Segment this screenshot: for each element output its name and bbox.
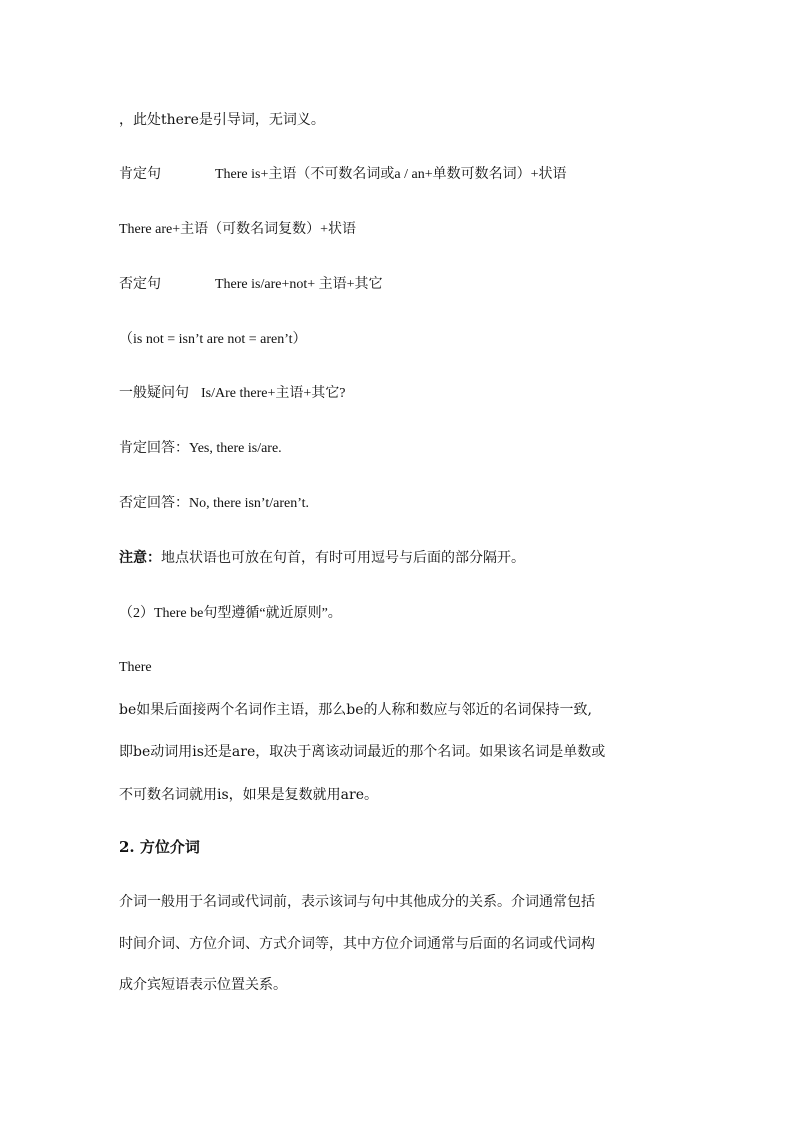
there-word: There [119, 660, 152, 675]
affirmative-label: 肯定句 [119, 166, 161, 182]
paragraph-text-1: 介词一般用于名词或代词前，表示该词与句中其他成分的关系。介词通常包括 [119, 894, 595, 910]
paragraph-text-3: 成介宾短语表示位置关系。 [119, 977, 287, 993]
text-line-negative-answer [119, 493, 309, 514]
text-line-explanation-2 [119, 742, 605, 762]
negative-pattern: There is/are+not+ 主语+其它 [215, 277, 383, 292]
text-line-explanation-1 [119, 700, 592, 720]
question-pattern: Is/Are there+主语+其它? [201, 386, 346, 401]
paragraph-text-2: 时间介词、方位介词、方式介词等，其中方位介词通常与后面的名词或代词构 [119, 936, 595, 952]
contractions-text: （is not = isn’t are not = aren’t） [119, 332, 307, 347]
plural-pattern: There are+主语（可数名词复数）+状语 [119, 222, 357, 237]
explanation-text-1: be如果后面接两个名词作主语，那么be的人称和数应与邻近的名词保持一致, [119, 702, 592, 718]
text-line-question [119, 383, 345, 404]
text-line-rule [119, 603, 342, 624]
note-label: 注意： [119, 550, 161, 566]
explanation-text-3: 不可数名词就用is，如果是复数就用are。 [119, 787, 378, 803]
text-line-affirmative [119, 164, 566, 185]
text-line-positive-answer [119, 438, 282, 459]
text-line-contractions [119, 329, 307, 350]
positive-answer-text: 肯定回答：Yes, there is/are. [119, 441, 282, 456]
intro-text: ，此处there是引导词，无词义。 [119, 112, 325, 128]
text-line-there [119, 657, 152, 678]
text-line-note [119, 548, 525, 568]
paragraph-line-3 [119, 975, 287, 995]
rule-text: （2）There be句型遵循“就近原则”。 [119, 606, 342, 621]
question-label: 一般疑问句 [119, 385, 189, 401]
affirmative-pattern: There is+主语（不可数名词或a / an+单数可数名词）+状语 [215, 167, 567, 182]
negative-label: 否定句 [119, 276, 161, 292]
explanation-text-2: 即be动词用is还是are，取决于离该动词最近的那个名词。如果该名词是单数或 [119, 744, 606, 760]
paragraph-line-1 [119, 892, 595, 912]
paragraph-line-2 [119, 934, 595, 954]
note-text: 地点状语也可放在句首，有时可用逗号与后面的部分隔开。 [161, 550, 525, 566]
text-line-explanation-3 [119, 785, 378, 805]
text-line-plural [119, 219, 356, 240]
text-line-negative [119, 274, 383, 295]
section-heading-text: 2. 方位介词 [119, 838, 200, 856]
text-line-intro [119, 110, 325, 130]
section-heading [119, 837, 200, 857]
negative-answer-text: 否定回答：No, there isn’t/aren’t. [119, 496, 310, 511]
